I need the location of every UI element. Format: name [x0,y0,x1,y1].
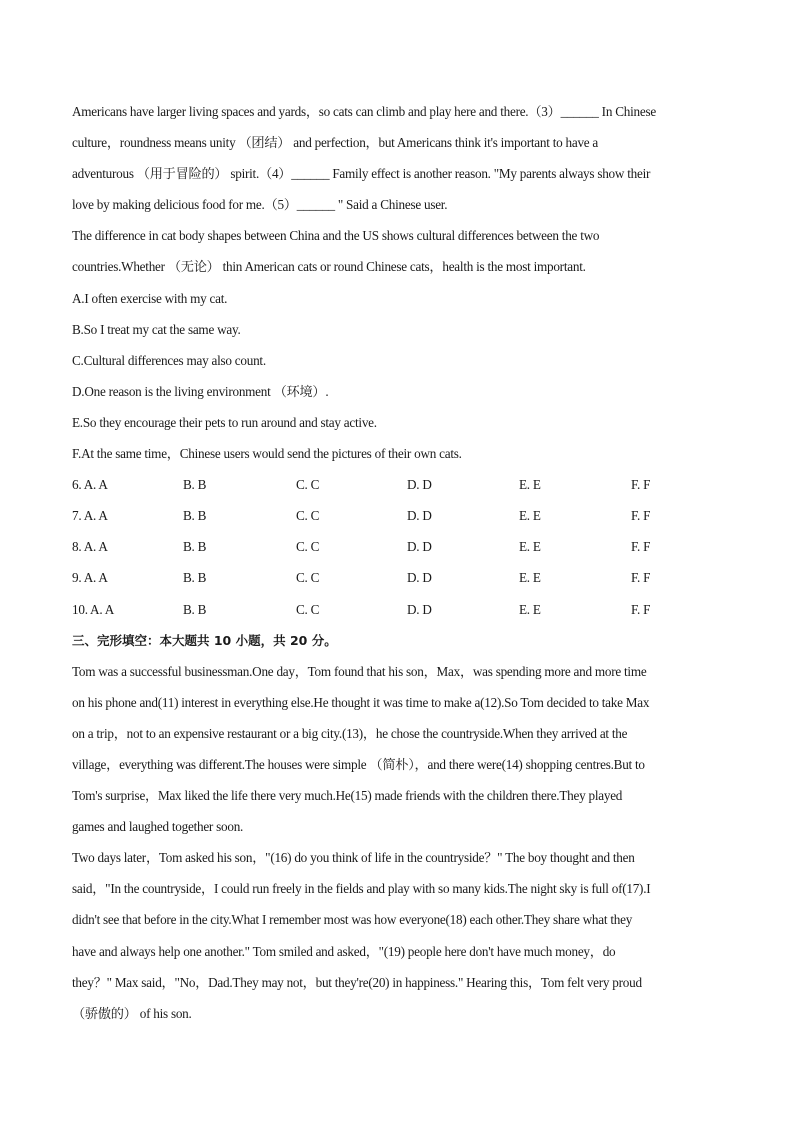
answer-row-6 [72,474,724,505]
cloze-line: village，everything was different.The houses were simple （简朴），and there were(14) shopping centres.But to [72,756,645,772]
choice-e: E. E [519,570,541,586]
cloze-passage [72,661,724,1034]
question-number-choice-a: 9. A. A [72,570,108,586]
choice-e: E. E [519,508,541,524]
document-page [72,101,724,1034]
choice-d: D. D [407,601,432,617]
question-number-choice-a: 10. A. A [72,601,114,617]
cloze-line: games and laughed together soon. [72,819,244,835]
choice-c: C. C [296,477,320,493]
option-d: D.One reason is the living environment （环境）. [72,383,329,399]
passage-line: countries.Whether （无论） thin American cats or round Chinese cats，health is the most important. [72,259,586,275]
passage-line: culture，roundness means unity （团结） and perfection，but Americans think it's important to have a [72,135,599,151]
choice-c: C. C [296,570,320,586]
question-number-choice-a: 6. A. A [72,477,108,493]
choice-f: F. F [631,570,651,586]
choice-e: E. E [519,477,541,493]
answer-row-9 [72,567,724,598]
option-b: B.So I treat my cat the same way. [72,321,241,337]
answer-grid [72,474,724,629]
cloze-line: Tom was a successful businessman.One day，Tom found that his son，Max，was spending more and more time [72,663,647,679]
option-a: A.I often exercise with my cat. [72,290,228,306]
choice-c: C. C [296,539,320,555]
cloze-line: on his phone and(11) interest in everything else.He thought it was time to make a(12).So Tom decided to take Max [72,694,650,710]
choice-b: B. B [183,539,207,555]
choice-e: E. E [519,539,541,555]
question-number-choice-a: 7. A. A [72,508,108,524]
choice-f: F. F [631,539,651,555]
cloze-line: have and always help one another." Tom smiled and asked，"(19) people here don't have much money，do [72,943,616,959]
passage-end [72,101,724,288]
answer-row-7 [72,505,724,536]
option-e: E.So they encourage their pets to run around and stay active. [72,414,377,430]
option-c: C.Cultural differences may also count. [72,352,266,368]
option-f: F.At the same time，Chinese users would send the pictures of their own cats. [72,446,462,462]
cloze-line: said，"In the countryside，I could run freely in the fields and play with so many kids.The night sky is full of(17).I [72,881,651,897]
choice-d: D. D [407,477,432,493]
cloze-line: Two days later，Tom asked his son，"(16) do you think of life in the countryside？" The boy thought and then [72,850,635,866]
choice-c: C. C [296,508,320,524]
passage-line: Americans have larger living spaces and yards，so cats can climb and play here and there.（3）______ In Chinese [72,104,656,119]
cloze-line: Tom's surprise，Max liked the life there very much.He(15) made friends with the children there.They played [72,788,623,804]
passage-line: love by making delicious food for me.（5）______ " Said a Chinese user. [72,197,448,213]
choice-b: B. B [183,601,207,617]
section-heading: 三、完形填空：本大题共 10 小题，共 20 分。 [72,632,337,648]
passage-line: adventurous （用于冒险的） spirit.（4）______ Family effect is another reason. "My parents always show their [72,166,651,182]
choice-f: F. F [631,601,651,617]
passage-line: The difference in cat body shapes between China and the US shows cultural differences between the two [72,228,600,244]
choice-f: F. F [631,508,651,524]
choice-d: D. D [407,539,432,555]
answer-row-10 [72,599,724,630]
cloze-line: （骄傲的） of his son. [72,1005,192,1021]
cloze-line: they？" Max said，"No，Dad.They may not，but they're(20) in happiness." Hearing this，Tom felt very proud [72,974,642,990]
choice-c: C. C [296,601,320,617]
option-list [72,288,724,475]
choice-d: D. D [407,570,432,586]
choice-f: F. F [631,477,651,493]
choice-b: B. B [183,508,207,524]
choice-e: E. E [519,601,541,617]
question-number-choice-a: 8. A. A [72,539,108,555]
cloze-line: didn't see that before in the city.What I remember most was how everyone(18) each other.They share what they [72,912,633,928]
cloze-line: on a trip，not to an expensive restaurant or a big city.(13)，he chose the countryside.When they arrived at the [72,725,628,741]
choice-b: B. B [183,570,207,586]
choice-b: B. B [183,477,207,493]
choice-d: D. D [407,508,432,524]
answer-row-8 [72,536,724,567]
